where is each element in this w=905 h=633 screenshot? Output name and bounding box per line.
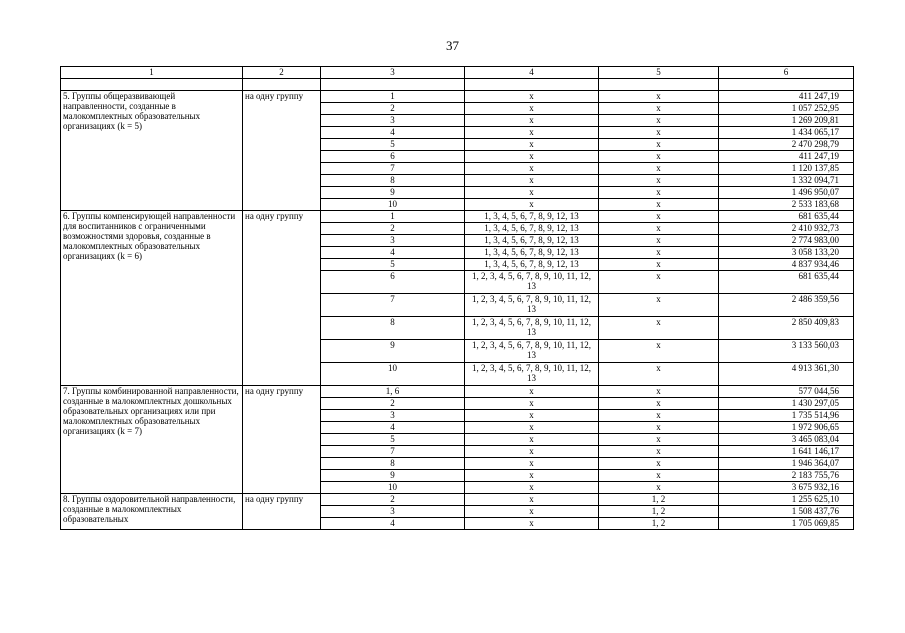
cell-col-6: 1 735 514,96	[719, 410, 854, 422]
cell-col-4: 1, 2, 3, 4, 5, 6, 7, 8, 9, 10, 11, 12, 13	[465, 294, 599, 317]
cell-col-4: x	[465, 422, 599, 434]
cell-col-6: 1 946 364,07	[719, 458, 854, 470]
cell-col-4: x	[465, 482, 599, 494]
cell-col-5: 1, 2	[599, 494, 719, 506]
cell-col-4: 1, 3, 4, 5, 6, 7, 8, 9, 12, 13	[465, 259, 599, 271]
cell-col-4: 1, 2, 3, 4, 5, 6, 7, 8, 9, 10, 11, 12, 13	[465, 363, 599, 386]
header-col-4: 4	[465, 67, 599, 79]
group-name: 8. Группы оздоровительной направленности, созданные в малокомплектных образовательных	[61, 494, 243, 530]
cell-col-4: 1, 3, 4, 5, 6, 7, 8, 9, 12, 13	[465, 247, 599, 259]
cell-col-4: x	[465, 175, 599, 187]
header-col-5: 5	[599, 67, 719, 79]
cell-col-4: 1, 2, 3, 4, 5, 6, 7, 8, 9, 10, 11, 12, 13	[465, 271, 599, 294]
cell-col-6: 577 044,56	[719, 386, 854, 398]
cell-col-5: x	[599, 151, 719, 163]
group-name: 5. Группы общеразвивающей направленности, созданные в малокомплектных образовательных организациях (k = 5)	[61, 91, 243, 211]
cell-col-5: x	[599, 139, 719, 151]
cell-col-6: 1 057 252,95	[719, 103, 854, 115]
cell-col-3: 1	[321, 91, 465, 103]
cell-col-4: x	[465, 91, 599, 103]
cell-col-5: x	[599, 175, 719, 187]
group-unit: на одну группу	[243, 494, 321, 530]
cell-col-5: x	[599, 470, 719, 482]
page-number: 37	[446, 38, 459, 53]
cell-col-4: x	[465, 187, 599, 199]
cell-col-6: 1 972 906,65	[719, 422, 854, 434]
cell-col-6: 3 465 083,04	[719, 434, 854, 446]
cell-col-6: 1 430 297,05	[719, 398, 854, 410]
cell-col-5: x	[599, 247, 719, 259]
cell-col-3: 2	[321, 223, 465, 235]
cell-col-3: 8	[321, 458, 465, 470]
cell-col-6: 681 635,44	[719, 211, 854, 223]
cell-col-5: x	[599, 103, 719, 115]
table-row	[61, 211, 854, 223]
cell-col-3: 9	[321, 187, 465, 199]
cell-col-6: 1 496 950,07	[719, 187, 854, 199]
cell-col-3: 4	[321, 127, 465, 139]
spacer-row	[61, 79, 854, 91]
cell-col-6: 1 434 065,17	[719, 127, 854, 139]
cell-col-6: 1 269 209,81	[719, 115, 854, 127]
cell-col-6: 2 533 183,68	[719, 199, 854, 211]
cell-col-3: 9	[321, 340, 465, 363]
cell-col-3: 4	[321, 518, 465, 530]
cell-col-6: 2 410 932,73	[719, 223, 854, 235]
cell-col-6: 1 255 625,10	[719, 494, 854, 506]
cell-col-6: 411 247,19	[719, 151, 854, 163]
cell-col-5: x	[599, 223, 719, 235]
table-row	[61, 386, 854, 398]
cell-col-6: 2 774 983,00	[719, 235, 854, 247]
header-col-2: 2	[243, 67, 321, 79]
cell-col-5: x	[599, 187, 719, 199]
cell-col-6: 411 247,19	[719, 91, 854, 103]
allocation-table	[60, 66, 854, 530]
cell-col-5: x	[599, 271, 719, 294]
cell-col-3: 2	[321, 494, 465, 506]
cell-col-6: 1 705 069,85	[719, 518, 854, 530]
cell-col-3: 9	[321, 470, 465, 482]
cell-col-5: 1, 2	[599, 506, 719, 518]
cell-col-3: 5	[321, 434, 465, 446]
cell-col-6: 3 058 133,20	[719, 247, 854, 259]
cell-col-3: 4	[321, 422, 465, 434]
cell-col-6: 3 675 932,16	[719, 482, 854, 494]
cell-col-5: x	[599, 317, 719, 340]
cell-col-4: 1, 3, 4, 5, 6, 7, 8, 9, 12, 13	[465, 223, 599, 235]
cell-col-3: 5	[321, 139, 465, 151]
cell-col-6: 1 508 437,76	[719, 506, 854, 518]
cell-col-5: x	[599, 115, 719, 127]
header-col-3: 3	[321, 67, 465, 79]
cell-col-4: 1, 2, 3, 4, 5, 6, 7, 8, 9, 10, 11, 12, 13	[465, 340, 599, 363]
cell-col-4: x	[465, 458, 599, 470]
cell-col-3: 10	[321, 482, 465, 494]
cell-col-4: x	[465, 446, 599, 458]
cell-col-5: x	[599, 410, 719, 422]
cell-col-3: 1	[321, 211, 465, 223]
cell-col-5: x	[599, 422, 719, 434]
cell-col-5: x	[599, 434, 719, 446]
cell-col-3: 1, 6	[321, 386, 465, 398]
cell-col-3: 6	[321, 271, 465, 294]
group-unit: на одну группу	[243, 91, 321, 211]
group-name: 7. Группы комбинированной направленности, созданные в малокомплектных дошкольных образовательных организациях или при малокомплектных образовательных организациях (k = 7)	[61, 386, 243, 494]
cell-col-3: 10	[321, 199, 465, 211]
cell-col-6: 2 183 755,76	[719, 470, 854, 482]
cell-col-6: 4 837 934,46	[719, 259, 854, 271]
cell-col-5: x	[599, 446, 719, 458]
cell-col-4: x	[465, 470, 599, 482]
cell-col-3: 3	[321, 115, 465, 127]
cell-col-3: 4	[321, 247, 465, 259]
cell-col-4: x	[465, 103, 599, 115]
cell-col-5: x	[599, 127, 719, 139]
cell-col-4: x	[465, 127, 599, 139]
cell-col-4: x	[465, 494, 599, 506]
cell-col-4: x	[465, 115, 599, 127]
cell-col-3: 10	[321, 363, 465, 386]
cell-col-4: x	[465, 151, 599, 163]
cell-col-6: 1 120 137,85	[719, 163, 854, 175]
cell-col-4: x	[465, 410, 599, 422]
cell-col-4: 1, 2, 3, 4, 5, 6, 7, 8, 9, 10, 11, 12, 13	[465, 317, 599, 340]
header-row	[61, 67, 854, 79]
cell-col-3: 2	[321, 398, 465, 410]
cell-col-5: x	[599, 458, 719, 470]
cell-col-3: 6	[321, 151, 465, 163]
cell-col-6: 3 133 560,03	[719, 340, 854, 363]
cell-col-4: x	[465, 386, 599, 398]
cell-col-4: x	[465, 506, 599, 518]
cell-col-5: x	[599, 294, 719, 317]
cell-col-4: 1, 3, 4, 5, 6, 7, 8, 9, 12, 13	[465, 235, 599, 247]
cell-col-5: x	[599, 199, 719, 211]
cell-col-5: x	[599, 398, 719, 410]
cell-col-3: 2	[321, 103, 465, 115]
cell-col-3: 3	[321, 506, 465, 518]
cell-col-5: x	[599, 211, 719, 223]
cell-col-6: 1 641 146,17	[719, 446, 854, 458]
cell-col-5: x	[599, 482, 719, 494]
cell-col-5: x	[599, 91, 719, 103]
cell-col-3: 7	[321, 294, 465, 317]
cell-col-4: 1, 3, 4, 5, 6, 7, 8, 9, 12, 13	[465, 211, 599, 223]
cell-col-6: 681 635,44	[719, 271, 854, 294]
cell-col-3: 7	[321, 446, 465, 458]
cell-col-6: 2 486 359,56	[719, 294, 854, 317]
cell-col-4: x	[465, 139, 599, 151]
cell-col-6: 2 850 409,83	[719, 317, 854, 340]
cell-col-6: 4 913 361,30	[719, 363, 854, 386]
group-unit: на одну группу	[243, 211, 321, 386]
cell-col-5: x	[599, 340, 719, 363]
cell-col-3: 8	[321, 175, 465, 187]
cell-col-4: x	[465, 518, 599, 530]
table-row	[61, 494, 854, 506]
table-row	[61, 91, 854, 103]
cell-col-3: 8	[321, 317, 465, 340]
cell-col-4: x	[465, 163, 599, 175]
cell-col-6: 1 332 094,71	[719, 175, 854, 187]
cell-col-4: x	[465, 398, 599, 410]
cell-col-3: 3	[321, 410, 465, 422]
group-unit: на одну группу	[243, 386, 321, 494]
cell-col-5: x	[599, 386, 719, 398]
cell-col-5: x	[599, 259, 719, 271]
cell-col-5: x	[599, 363, 719, 386]
page-edge	[0, 629, 905, 633]
group-name: 6. Группы компенсирующей направленности для воспитанников с ограниченными возможностями здоровья, созданные в малокомплектных образовательных организациях (k = 6)	[61, 211, 243, 386]
cell-col-5: x	[599, 163, 719, 175]
cell-col-6: 2 470 298,79	[719, 139, 854, 151]
cell-col-4: x	[465, 199, 599, 211]
cell-col-3: 7	[321, 163, 465, 175]
header-col-6: 6	[719, 67, 854, 79]
cell-col-5: x	[599, 235, 719, 247]
cell-col-3: 3	[321, 235, 465, 247]
header-col-1: 1	[61, 67, 243, 79]
cell-col-3: 5	[321, 259, 465, 271]
cell-col-5: 1, 2	[599, 518, 719, 530]
cell-col-4: x	[465, 434, 599, 446]
